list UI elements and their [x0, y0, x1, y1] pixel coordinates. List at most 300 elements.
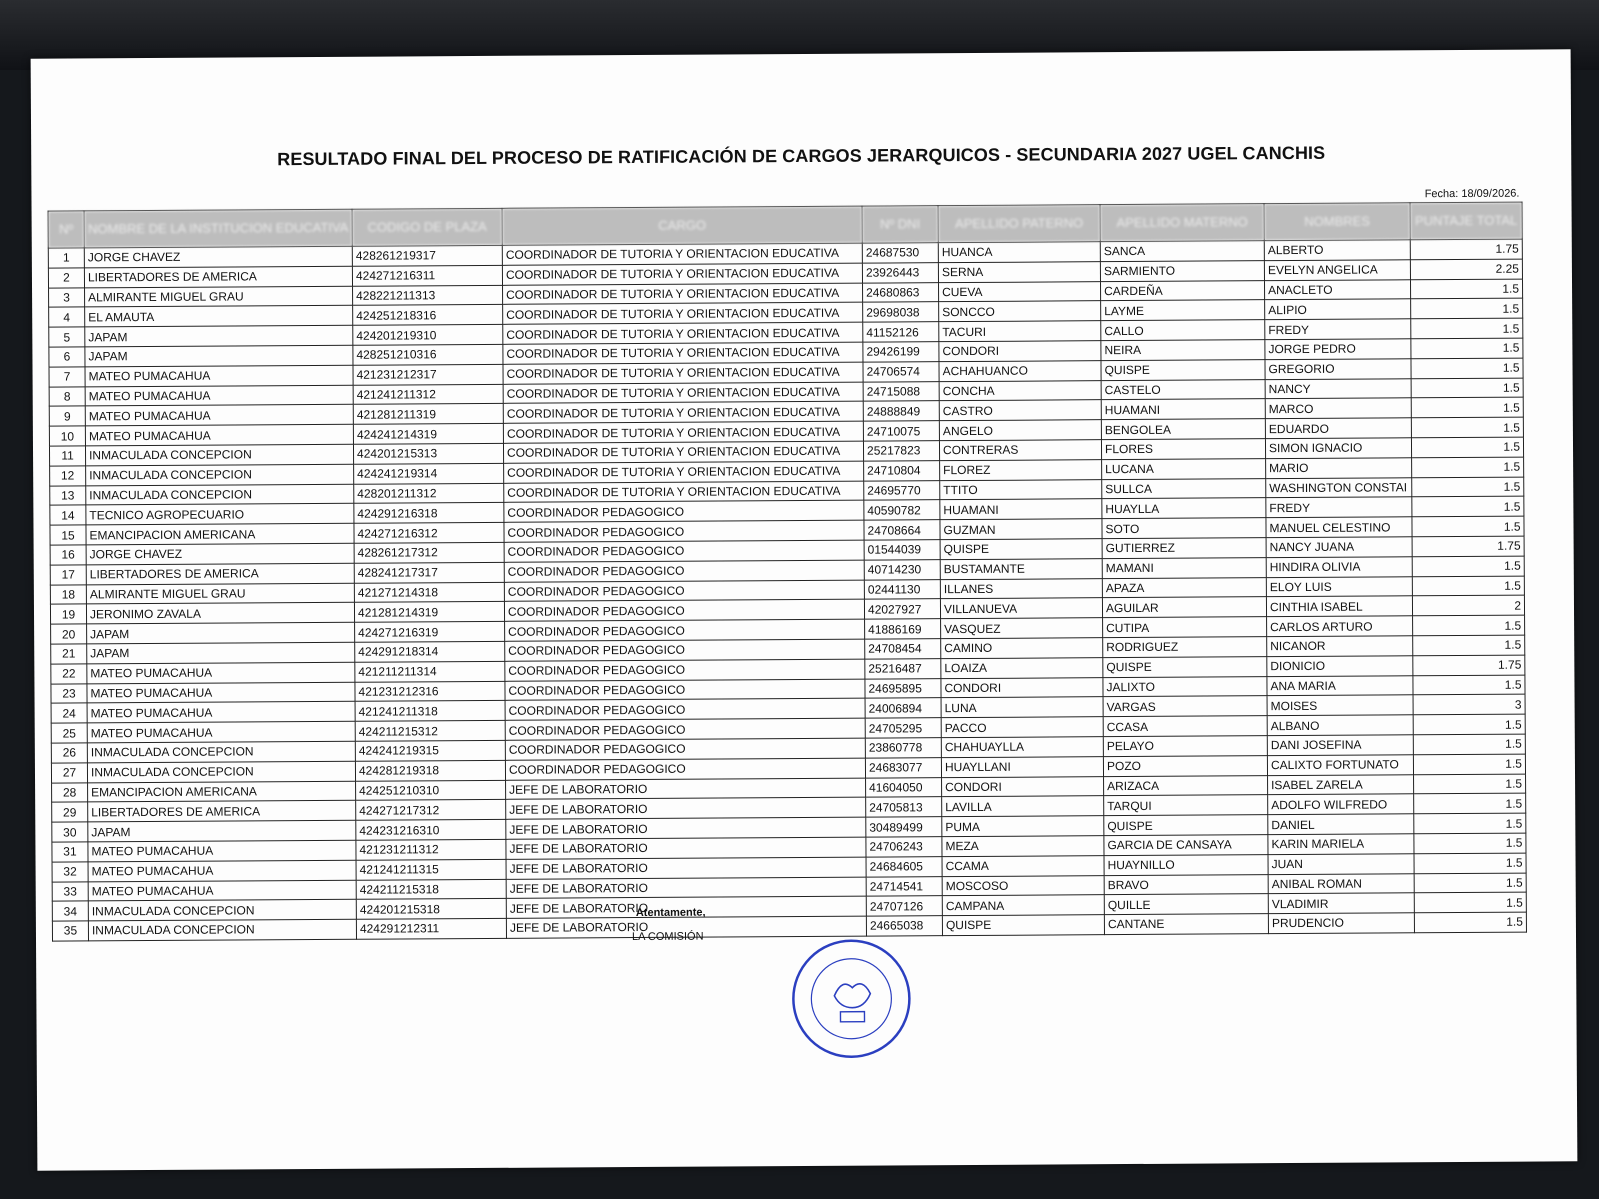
- cell-cargo: COORDINADOR PEDAGOGICO: [504, 560, 864, 582]
- cell-num: 27: [51, 763, 87, 783]
- header-institucion: NOMBRE DE LA INSTITUCION EDUCATIVA: [84, 209, 352, 248]
- cell-puntaje: 1.5: [1413, 615, 1525, 635]
- cell-institucion: INMACULADA CONCEPCION: [88, 919, 356, 940]
- cell-apellido-paterno: HUAYLLANI: [941, 756, 1103, 777]
- cell-institucion: JAPAM: [85, 325, 353, 346]
- cell-codigo-plaza: 421241211315: [356, 859, 506, 880]
- cell-nombres: EVELYN ANGELICA: [1264, 260, 1410, 281]
- cell-apellido-paterno: CONDORI: [942, 776, 1104, 797]
- cell-nombres: NICANOR: [1267, 636, 1413, 657]
- cell-dni: 02441130: [864, 579, 940, 599]
- cell-dni: 01544039: [864, 540, 940, 560]
- cell-puntaje: 1.75: [1412, 536, 1524, 556]
- cell-puntaje: 1.5: [1412, 556, 1524, 576]
- cell-institucion: JORGE CHAVEZ: [86, 543, 354, 564]
- cell-num: 7: [49, 367, 85, 387]
- cell-codigo-plaza: 424291212311: [356, 918, 506, 939]
- cell-dni: 24710075: [863, 421, 939, 441]
- cell-apellido-materno: QUISPE: [1101, 359, 1265, 380]
- cell-puntaje: 1.5: [1414, 833, 1526, 853]
- cell-puntaje: 1.5: [1411, 417, 1523, 437]
- cell-puntaje: 1.5: [1412, 516, 1524, 536]
- cell-apellido-paterno: CONDORI: [941, 677, 1103, 698]
- results-table: [48, 202, 1527, 942]
- cell-dni: 41886169: [865, 619, 941, 639]
- cell-apellido-paterno: SERNA: [938, 261, 1100, 282]
- cell-num: 20: [51, 624, 87, 644]
- cell-apellido-paterno: CAMPANA: [942, 895, 1104, 916]
- cell-puntaje: 1.5: [1411, 318, 1523, 338]
- cell-codigo-plaza: 421271214318: [354, 582, 504, 603]
- cell-apellido-paterno: LAVILLA: [942, 796, 1104, 817]
- cell-apellido-paterno: HUAMANI: [940, 499, 1102, 520]
- cell-num: 25: [51, 723, 87, 743]
- cell-puntaje: 1.5: [1414, 793, 1526, 813]
- cell-codigo-plaza: 424211215312: [355, 720, 505, 741]
- table-body: [48, 239, 1526, 944]
- cell-num: 1: [48, 248, 84, 268]
- cell-dni: 24708454: [865, 639, 941, 659]
- cell-nombres: DIONICIO: [1267, 656, 1413, 677]
- official-seal-stamp: [786, 933, 917, 1064]
- cell-codigo-plaza: 424201215318: [356, 899, 506, 920]
- cell-institucion: JORGE CHAVEZ: [84, 246, 352, 267]
- cell-apellido-materno: QUISPE: [1104, 815, 1268, 836]
- cell-nombres: ANA MARIA: [1267, 675, 1413, 696]
- cell-apellido-materno: NEIRA: [1101, 340, 1265, 361]
- cell-apellido-materno: BENGOLEA: [1101, 419, 1265, 440]
- cell-apellido-paterno: PUMA: [942, 816, 1104, 837]
- cell-puntaje: 1.5: [1414, 912, 1526, 932]
- cell-apellido-paterno: MOSCOSO: [942, 875, 1104, 896]
- cell-apellido-paterno: GUZMAN: [940, 519, 1102, 540]
- cell-apellido-paterno: CCAMA: [942, 855, 1104, 876]
- cell-nombres: SIMON IGNACIO: [1265, 438, 1411, 459]
- cell-institucion: LIBERTADORES DE AMERICA: [86, 563, 354, 584]
- cell-puntaje: 2: [1412, 595, 1524, 615]
- cell-puntaje: 1.5: [1413, 635, 1525, 655]
- cell-apellido-materno: BRAVO: [1104, 874, 1268, 895]
- cell-puntaje: 1.5: [1410, 279, 1522, 299]
- document-title: RESULTADO FINAL DEL PROCESO DE RATIFICACIÓN DE CARGOS JERARQUICOS - SECUNDARIA 2027 UGEL CANCHIS: [277, 142, 1326, 170]
- cell-codigo-plaza: 424201215313: [353, 443, 503, 464]
- cell-nombres: CALIXTO FORTUNATO: [1267, 754, 1413, 775]
- cell-nombres: VLADIMIR: [1268, 893, 1414, 914]
- cell-institucion: INMACULADA CONCEPCION: [85, 444, 353, 465]
- cell-apellido-materno: JALIXTO: [1103, 676, 1267, 697]
- cell-institucion: MATEO PUMACAHUA: [87, 682, 355, 703]
- cell-cargo: COORDINADOR PEDAGOGICO: [504, 520, 864, 542]
- document-page: [31, 49, 1578, 1170]
- cell-institucion: INMACULADA CONCEPCION: [86, 464, 354, 485]
- cell-apellido-paterno: TTITO: [940, 479, 1102, 500]
- cell-nombres: NANCY JUANA: [1266, 537, 1412, 558]
- cell-apellido-materno: FLORES: [1101, 439, 1265, 460]
- cell-cargo: COORDINADOR PEDAGOGICO: [505, 698, 865, 720]
- cell-dni: 24705295: [865, 718, 941, 738]
- cell-apellido-materno: CARDEÑA: [1100, 280, 1264, 301]
- cell-codigo-plaza: 428241217317: [354, 562, 504, 583]
- cell-cargo: COORDINADOR DE TUTORIA Y ORIENTACION EDUCATIVA: [503, 421, 863, 443]
- cell-puntaje: 1.5: [1411, 338, 1523, 358]
- cell-apellido-materno: MAMANI: [1102, 557, 1266, 578]
- cell-apellido-materno: SOTO: [1102, 518, 1266, 539]
- cell-institucion: JAPAM: [85, 345, 353, 366]
- header-codigo-plaza: CODIGO DE PLAZA: [352, 208, 502, 246]
- cell-cargo: JEFE DE LABORATORIO: [506, 857, 866, 879]
- cell-puntaje: 1.5: [1414, 813, 1526, 833]
- cell-apellido-paterno: CONDORI: [939, 341, 1101, 362]
- cell-apellido-paterno: CONCHA: [939, 380, 1101, 401]
- header-apellido-paterno: APELLIDO PATERNO: [938, 205, 1100, 243]
- cell-cargo: COORDINADOR PEDAGOGICO: [505, 758, 865, 780]
- cell-num: 4: [49, 307, 85, 327]
- cell-apellido-materno: CCASA: [1103, 716, 1267, 737]
- cell-institucion: MATEO PUMACAHUA: [88, 860, 356, 881]
- cell-cargo: COORDINADOR DE TUTORIA Y ORIENTACION EDUCATIVA: [504, 461, 864, 483]
- cell-dni: 41604050: [866, 777, 942, 797]
- cell-cargo: COORDINADOR DE TUTORIA Y ORIENTACION EDUCATIVA: [503, 402, 863, 424]
- cell-cargo: COORDINADOR PEDAGOGICO: [504, 540, 864, 562]
- cell-cargo: COORDINADOR DE TUTORIA Y ORIENTACION EDUCATIVA: [504, 481, 864, 503]
- cell-cargo: COORDINADOR PEDAGOGICO: [505, 619, 865, 641]
- cell-puntaje: 1.5: [1414, 892, 1526, 912]
- cell-puntaje: 1.5: [1414, 853, 1526, 873]
- cell-dni: 24707126: [866, 896, 942, 916]
- cell-puntaje: 3: [1413, 694, 1525, 714]
- cell-apellido-materno: CANTANE: [1104, 914, 1268, 935]
- cell-codigo-plaza: 424271216311: [352, 265, 502, 286]
- cell-dni: 40590782: [864, 500, 940, 520]
- cell-dni: 24715088: [863, 381, 939, 401]
- cell-nombres: MANUEL CELESTINO: [1266, 517, 1412, 538]
- cell-cargo: COORDINADOR DE TUTORIA Y ORIENTACION EDUCATIVA: [502, 263, 862, 285]
- cell-dni: 41152126: [863, 322, 939, 342]
- cell-nombres: ADOLFO WILFREDO: [1268, 794, 1414, 815]
- cell-nombres: MARIO: [1266, 458, 1412, 479]
- cell-puntaje: 1.5: [1413, 714, 1525, 734]
- cell-nombres: JORGE PEDRO: [1265, 339, 1411, 360]
- cell-num: 5: [49, 327, 85, 347]
- cell-codigo-plaza: 428261217312: [354, 542, 504, 563]
- cell-apellido-paterno: QUISPE: [940, 539, 1102, 560]
- cell-dni: 24680863: [863, 282, 939, 302]
- cell-num: 35: [52, 921, 88, 941]
- cell-dni: 24710804: [864, 460, 940, 480]
- cell-nombres: JUAN: [1268, 853, 1414, 874]
- cell-codigo-plaza: 428201211312: [354, 483, 504, 504]
- cell-apellido-paterno: PACCO: [941, 717, 1103, 738]
- cell-num: 17: [50, 565, 86, 585]
- cell-apellido-paterno: FLOREZ: [940, 459, 1102, 480]
- cell-codigo-plaza: 424241219314: [354, 463, 504, 484]
- cell-apellido-materno: SULLCA: [1102, 478, 1266, 499]
- cell-cargo: COORDINADOR PEDAGOGICO: [504, 580, 864, 602]
- cell-apellido-materno: POZO: [1103, 755, 1267, 776]
- cell-dni: 25217823: [863, 441, 939, 461]
- cell-dni: 24695895: [865, 678, 941, 698]
- cell-nombres: GREGORIO: [1265, 359, 1411, 380]
- cell-num: 24: [51, 703, 87, 723]
- cell-cargo: COORDINADOR DE TUTORIA Y ORIENTACION EDUCATIVA: [503, 303, 863, 325]
- cell-nombres: PRUDENCIO: [1268, 913, 1414, 934]
- cell-num: 2: [48, 268, 84, 288]
- header-num: Nº: [48, 211, 84, 248]
- cell-dni: 24888849: [863, 401, 939, 421]
- cell-num: 3: [49, 287, 85, 307]
- cell-num: 12: [50, 466, 86, 486]
- cell-nombres: CARLOS ARTURO: [1267, 616, 1413, 637]
- cell-codigo-plaza: 421281211319: [353, 404, 503, 425]
- cell-codigo-plaza: 424251218316: [353, 305, 503, 326]
- cell-cargo: COORDINADOR DE TUTORIA Y ORIENTACION EDUCATIVA: [503, 283, 863, 305]
- cell-apellido-materno: QUILLE: [1104, 894, 1268, 915]
- cell-apellido-materno: PELAYO: [1103, 736, 1267, 757]
- cell-puntaje: 1.5: [1411, 437, 1523, 457]
- cell-nombres: CINTHIA ISABEL: [1266, 596, 1412, 617]
- cell-nombres: FREDY: [1266, 497, 1412, 518]
- cell-apellido-materno: CUTIPA: [1103, 617, 1267, 638]
- cell-apellido-paterno: CONTRERAS: [939, 440, 1101, 461]
- cell-dni: 24665038: [866, 916, 942, 936]
- cell-cargo: COORDINADOR PEDAGOGICO: [505, 738, 865, 760]
- cell-cargo: COORDINADOR DE TUTORIA Y ORIENTACION EDUCATIVA: [503, 322, 863, 344]
- cell-num: 29: [52, 802, 88, 822]
- cell-institucion: INMACULADA CONCEPCION: [88, 900, 356, 921]
- cell-num: 30: [52, 822, 88, 842]
- cell-num: 26: [51, 743, 87, 763]
- cell-institucion: MATEO PUMACAHUA: [88, 880, 356, 901]
- cell-codigo-plaza: 421241211312: [353, 384, 503, 405]
- cell-codigo-plaza: 428261219317: [352, 245, 502, 266]
- cell-num: 6: [49, 347, 85, 367]
- cell-puntaje: 1.5: [1414, 774, 1526, 794]
- cell-institucion: MATEO PUMACAHUA: [87, 721, 355, 742]
- cell-dni: 24695770: [864, 480, 940, 500]
- cell-nombres: ALIPIO: [1265, 299, 1411, 320]
- cell-num: 16: [50, 545, 86, 565]
- cell-num: 14: [50, 505, 86, 525]
- cell-apellido-materno: HUAMANI: [1101, 399, 1265, 420]
- cell-puntaje: 1.5: [1413, 675, 1525, 695]
- cell-cargo: COORDINADOR PEDAGOGICO: [505, 639, 865, 661]
- cell-dni: 29698038: [863, 302, 939, 322]
- cell-dni: 42027927: [864, 599, 940, 619]
- cell-apellido-materno: ARIZACA: [1104, 775, 1268, 796]
- cell-apellido-paterno: ACHAHUANCO: [939, 360, 1101, 381]
- cell-dni: 24714541: [866, 876, 942, 896]
- cell-apellido-materno: GARCIA DE CANSAYA: [1104, 835, 1268, 856]
- cell-apellido-materno: QUISPE: [1103, 656, 1267, 677]
- cell-puntaje: 1.5: [1411, 397, 1523, 417]
- cell-cargo: JEFE DE LABORATORIO: [506, 797, 866, 819]
- cell-cargo: COORDINADOR PEDAGOGICO: [505, 679, 865, 701]
- cell-puntaje: 1.75: [1413, 655, 1525, 675]
- cell-codigo-plaza: 421231212316: [355, 681, 505, 702]
- cell-apellido-paterno: ANGELO: [939, 420, 1101, 441]
- cell-puntaje: 1.5: [1412, 457, 1524, 477]
- cell-num: 33: [52, 881, 88, 901]
- cell-institucion: MATEO PUMACAHUA: [85, 405, 353, 426]
- cell-puntaje: 1.5: [1412, 477, 1524, 497]
- header-dni: Nº DNI: [862, 206, 938, 243]
- cell-num: 22: [51, 664, 87, 684]
- cell-apellido-materno: CASTELO: [1101, 379, 1265, 400]
- cell-nombres: ANIBAL ROMAN: [1268, 873, 1414, 894]
- cell-nombres: FREDY: [1265, 319, 1411, 340]
- cell-institucion: ALMIRANTE MIGUEL GRAU: [86, 583, 354, 604]
- cell-apellido-materno: HUAYNILLO: [1104, 854, 1268, 875]
- cell-cargo: COORDINADOR PEDAGOGICO: [504, 599, 864, 621]
- cell-apellido-materno: AGUILAR: [1102, 597, 1266, 618]
- cell-dni: 30489499: [866, 817, 942, 837]
- cell-dni: 24708664: [864, 520, 940, 540]
- cell-apellido-materno: VARGAS: [1103, 696, 1267, 717]
- cell-codigo-plaza: 421281214319: [354, 602, 504, 623]
- cell-apellido-materno: LAYME: [1101, 300, 1265, 321]
- cell-nombres: ALBERTO: [1264, 240, 1410, 261]
- cell-num: 32: [52, 862, 88, 882]
- cell-institucion: JAPAM: [87, 642, 355, 663]
- cell-nombres: ELOY LUIS: [1266, 576, 1412, 597]
- cell-dni: 24683077: [865, 757, 941, 777]
- cell-dni: 24706574: [863, 361, 939, 381]
- cell-institucion: INMACULADA CONCEPCION: [87, 761, 355, 782]
- cell-institucion: EMANCIPACION AMERICANA: [88, 781, 356, 802]
- cell-apellido-paterno: ILLANES: [940, 578, 1102, 599]
- cell-apellido-materno: GUTIERREZ: [1102, 538, 1266, 559]
- cell-codigo-plaza: 428221211313: [353, 285, 503, 306]
- cell-institucion: INMACULADA CONCEPCION: [87, 741, 355, 762]
- cell-codigo-plaza: 421231211312: [356, 839, 506, 860]
- cell-nombres: WASHINGTON CONSTAI: [1266, 477, 1412, 498]
- cell-dni: 23926443: [862, 262, 938, 282]
- cell-num: 21: [51, 644, 87, 664]
- cell-cargo: COORDINADOR DE TUTORIA Y ORIENTACION EDUCATIVA: [503, 441, 863, 463]
- cell-puntaje: 1.5: [1413, 754, 1525, 774]
- cell-institucion: MATEO PUMACAHUA: [88, 840, 356, 861]
- cell-cargo: JEFE DE LABORATORIO: [506, 817, 866, 839]
- cell-institucion: LIBERTADORES DE AMERICA: [84, 266, 352, 287]
- cell-puntaje: 1.5: [1412, 496, 1524, 516]
- cell-apellido-materno: RODRIGUEZ: [1103, 637, 1267, 658]
- cell-institucion: MATEO PUMACAHUA: [87, 662, 355, 683]
- cell-num: 34: [52, 901, 88, 921]
- cell-apellido-paterno: HUANCA: [938, 242, 1100, 263]
- signature-text: LA COMISIÓN: [631, 930, 704, 944]
- cell-nombres: ALBANO: [1267, 715, 1413, 736]
- cell-cargo: COORDINADOR DE TUTORIA Y ORIENTACION EDUCATIVA: [502, 243, 862, 265]
- cell-puntaje: 1.5: [1411, 378, 1523, 398]
- cell-nombres: MOISES: [1267, 695, 1413, 716]
- cell-institucion: JAPAM: [88, 820, 356, 841]
- cell-nombres: HINDIRA OLIVIA: [1266, 557, 1412, 578]
- cell-apellido-paterno: CASTRO: [939, 400, 1101, 421]
- cell-codigo-plaza: 424251210310: [356, 780, 506, 801]
- cell-dni: 25216487: [865, 658, 941, 678]
- document-date: Fecha: 18/09/2026.: [1424, 187, 1520, 201]
- cell-nombres: NANCY: [1265, 378, 1411, 399]
- cell-puntaje: 1.5: [1411, 298, 1523, 318]
- cell-apellido-materno: HUAYLLA: [1102, 498, 1266, 519]
- cell-codigo-plaza: 424241219315: [355, 740, 505, 761]
- cell-institucion: MATEO PUMACAHUA: [87, 702, 355, 723]
- cell-codigo-plaza: 424201219310: [353, 325, 503, 346]
- cell-apellido-paterno: BUSTAMANTE: [940, 558, 1102, 579]
- cell-codigo-plaza: 428251210316: [353, 344, 503, 365]
- cell-puntaje: 1.5: [1412, 576, 1524, 596]
- cell-dni: 29426199: [863, 342, 939, 362]
- cell-dni: 24705813: [866, 797, 942, 817]
- cell-codigo-plaza: 421231212317: [353, 364, 503, 385]
- header-cargo: CARGO: [502, 206, 862, 245]
- cell-institucion: EMANCIPACION AMERICANA: [86, 523, 354, 544]
- cell-apellido-paterno: LUNA: [941, 697, 1103, 718]
- header-nombres: NOMBRES: [1264, 203, 1410, 241]
- cell-codigo-plaza: 424271216312: [354, 522, 504, 543]
- cell-codigo-plaza: 424291216318: [354, 503, 504, 524]
- cell-codigo-plaza: 424241214319: [353, 424, 503, 445]
- cell-institucion: MATEO PUMACAHUA: [85, 385, 353, 406]
- cell-apellido-materno: LUCANA: [1102, 458, 1266, 479]
- cell-codigo-plaza: 424211215318: [356, 879, 506, 900]
- cell-codigo-plaza: 424281219318: [355, 760, 505, 781]
- cell-apellido-paterno: MEZA: [942, 836, 1104, 857]
- cell-institucion: MATEO PUMACAHUA: [85, 424, 353, 445]
- header-puntaje: PUNTAJE TOTAL: [1410, 202, 1522, 240]
- cell-apellido-materno: TARQUI: [1104, 795, 1268, 816]
- cell-apellido-materno: CALLO: [1101, 320, 1265, 341]
- cell-codigo-plaza: 424271217312: [356, 800, 506, 821]
- cell-puntaje: 1.5: [1414, 873, 1526, 893]
- cell-nombres: DANIEL: [1268, 814, 1414, 835]
- cell-cargo: JEFE DE LABORATORIO: [506, 837, 866, 859]
- cell-cargo: JEFE DE LABORATORIO: [506, 877, 866, 899]
- cell-cargo: COORDINADOR PEDAGOGICO: [504, 500, 864, 522]
- cell-apellido-paterno: LOAIZA: [941, 657, 1103, 678]
- cell-institucion: MATEO PUMACAHUA: [85, 365, 353, 386]
- cell-cargo: COORDINADOR DE TUTORIA Y ORIENTACION EDUCATIVA: [503, 342, 863, 364]
- cell-cargo: JEFE DE LABORATORIO: [506, 916, 866, 938]
- cell-nombres: DANI JOSEFINA: [1267, 735, 1413, 756]
- cell-codigo-plaza: 424271216319: [355, 621, 505, 642]
- cell-apellido-paterno: VILLANUEVA: [940, 598, 1102, 619]
- cell-cargo: COORDINADOR DE TUTORIA Y ORIENTACION EDUCATIVA: [503, 382, 863, 404]
- cell-apellido-paterno: TACURI: [939, 321, 1101, 342]
- cell-puntaje: 1.5: [1411, 358, 1523, 378]
- cell-nombres: MARCO: [1265, 398, 1411, 419]
- cell-num: 18: [50, 584, 86, 604]
- cell-num: 19: [50, 604, 86, 624]
- cell-nombres: ISABEL ZARELA: [1268, 774, 1414, 795]
- cell-apellido-paterno: CUEVA: [939, 281, 1101, 302]
- cell-dni: 23860778: [865, 738, 941, 758]
- cell-cargo: COORDINADOR PEDAGOGICO: [505, 659, 865, 681]
- cell-apellido-paterno: SONCCO: [939, 301, 1101, 322]
- cell-cargo: JEFE DE LABORATORIO: [506, 778, 866, 800]
- cell-puntaje: 1.5: [1413, 734, 1525, 754]
- cell-cargo: COORDINADOR PEDAGOGICO: [505, 718, 865, 740]
- cell-institucion: LIBERTADORES DE AMERICA: [88, 801, 356, 822]
- cell-num: 28: [52, 782, 88, 802]
- cell-codigo-plaza: 421211211314: [355, 661, 505, 682]
- cell-puntaje: 1.75: [1410, 239, 1522, 259]
- cell-codigo-plaza: 421241211318: [355, 701, 505, 722]
- cell-institucion: TECNICO AGROPECUARIO: [86, 504, 354, 525]
- cell-dni: 24006894: [865, 698, 941, 718]
- cell-cargo: JEFE DE LABORATORIO: [506, 896, 866, 918]
- cell-institucion: EL AMAUTA: [85, 306, 353, 327]
